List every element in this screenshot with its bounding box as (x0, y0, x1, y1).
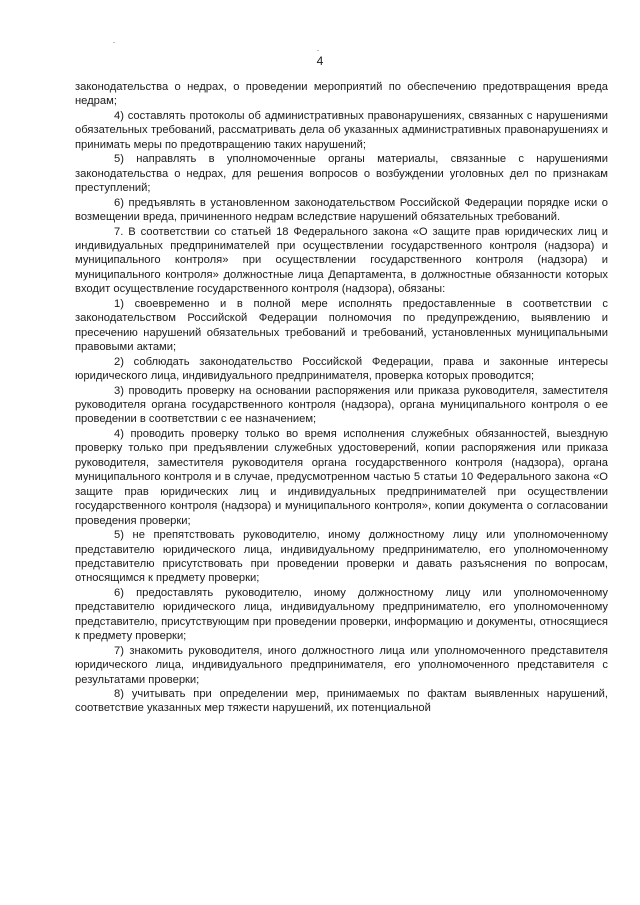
paragraph-duty-6: 6) предоставлять руководителю, иному должностному лицу или уполномоченному представителю юридического лица, индивидуальному предпринимателю, его уполномоченному представителю, присутствующим при проведении проверки, информацию и документы, относящиеся к предмету проверки; (75, 586, 608, 643)
scan-artifact-dot (113, 42, 115, 43)
paragraph-item-4-protocols: 4) составлять протоколы об административных правонарушениях, связанных с нарушениями обязательных требований, рассматривать дела об указанных административных правонарушениях и принимать меры по предотвращению таких нарушений; (75, 109, 608, 151)
paragraph-continuation: законодательства о недрах, о проведении мероприятий по обеспечению предотвращения вреда недрам; (75, 81, 608, 108)
paragraph-section-7: 7. В соответствии со статьей 18 Федерального закона «О защите прав юридических лиц и индивидуальных предпринимателей при осуществлении государственного контроля (надзора) и муниципального контроля» при осуществлении государственного контроля (надзора) и муниципального контроля» должностные лица Департамента, в должностные обязанности которых входит осуществление государственного контроля (надзора), обязаны: (75, 225, 608, 296)
document-body (75, 80, 608, 716)
paragraph-item-5-materials: 5) направлять в уполномоченные органы материалы, связанные с нарушениями законодательства о недрах, для решения вопросов о возбуждении уголовных дел по признакам преступлений; (75, 153, 608, 195)
paragraph-duty-2: 2) соблюдать законодательство Российской Федерации, права и законные интересы юридического лица, индивидуального предпринимателя, проверка которых проводится; (75, 355, 608, 383)
page-number: 4 (316, 54, 324, 68)
paragraph-duty-5: 5) не препятствовать руководителю, иному должностному лицу или уполномоченному представителю юридического лица, индивидуальному предпринимателю, его уполномоченному представителю присутствовать при проведении проверки и давать разъяснения по вопросам, относящимся к предмету проверки; (75, 529, 608, 585)
paragraph-duty-7: 7) знакомить руководителя, иного должностного лица или уполномоченного представителя юридического лица, индивидуального предпринимателя, его уполномоченного представителя с результатами проверки; (75, 644, 608, 686)
paragraph-duty-3: 3) проводить проверку на основании распоряжения или приказа руководителя, заместителя руководителя органа государственного контроля (надзора), органа муниципального контроля о ее проведении в соответствии с ее назначением; (75, 384, 608, 426)
paragraph-duty-8: 8) учитывать при определении мер, принимаемых по фактам выявленных нарушений, соответствие указанных мер тяжести нарушений, их потенциальной (75, 688, 608, 715)
paragraph-duty-4: 4) проводить проверку только во время исполнения служебных обязанностей, выездную проверку только при предъявлении служебных удостоверений, копии распоряжения или приказа руководителя, заместителя руководителя органа государственного контроля (надзора), органа муниципального контроля и в случае, предусмотренном частью 5 статьи 10 Федерального закона «О защите прав юридических лиц и индивидуальных предпринимателей при осуществлении государственного контроля (надзора) и муниципального контроля», копии документа о согласовании проведения проверки; (75, 427, 608, 527)
paragraph-duty-1: 1) своевременно и в полной мере исполнять предоставленные в соответствии с законодательством Российской Федерации полномочия по предупреждению, выявлению и пресечению нарушений обязательных требований и требований, установленных муниципальными правовыми актами; (75, 297, 608, 354)
scan-artifact-dot (317, 50, 319, 51)
paragraph-item-6-claims: 6) предъявлять в установленном законодательством Российской Федерации порядке иски о возмещении вреда, причиненного недрам вследствие нарушений обязательных требований. (75, 196, 608, 224)
